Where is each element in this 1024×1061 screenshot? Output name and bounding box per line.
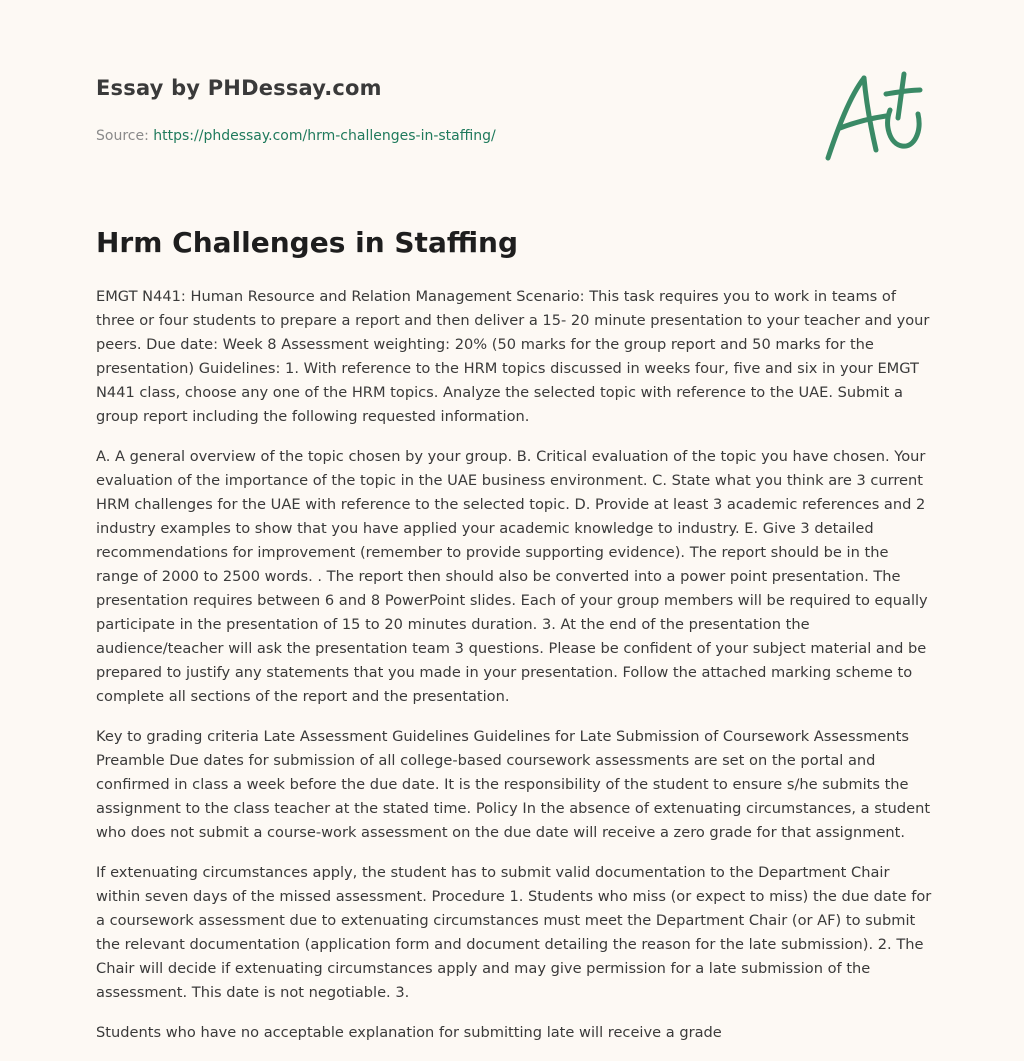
source-label: Source: (96, 128, 154, 144)
site-brand: Essay by PHDessay.com (96, 76, 382, 100)
paragraph: A. A general overview of the topic chosen by your group. B. Critical evaluation of the topic you have chosen. Your evaluation of the importance of the topic in the UAE business environment. C. State what you think are 3 current HRM challenges for the UAE with reference to the selected topic. D. Provide at least 3 academic references and 2 industry examples to show that you have applied your academic knowledge to industry. E. Give 3 detailed recommendations for improvement (remember to provide supporting evidence). The report should be in the range of 2000 to 2500 words. . The report then should also be converted into a power point presentation. The presentation requires between 6 and 8 PowerPoint slides. Each of your group members will be required to equally participate in the presentation of 15 to 20 minutes duration. 3. At the end of the presentation the audience/teacher will ask the presentation team 3 questions. Please be confident of your subject material and be prepared to justify any statements that you made in your presentation. Follow the attached marking scheme to complete all sections of the report and the presentation. (96, 448, 928, 705)
paragraph: Students who have no acceptable explanation for submitting late will receive a grade (96, 1024, 722, 1041)
source-link[interactable]: https://phdessay.com/hrm-challenges-in-staffing/ (153, 128, 496, 144)
article-title: Hrm Challenges in Staffing (96, 226, 519, 259)
paragraph: Key to grading criteria Late Assessment Guidelines Guidelines for Late Submission of Coursework Assessments Preamble Due dates for submission of all college-based coursework assessments are set on the portal and confirmed in class a week before the due date. It is the responsibility of the student to ensure s/he submits the assignment to the class teacher at the stated time. Policy In the absence of extenuating circumstances, a student who does not submit a course-work assessment on the due date will receive a zero grade for that assignment. (96, 728, 931, 841)
article-body (96, 285, 932, 1061)
page-header (96, 76, 796, 144)
a-plus-logo (820, 66, 930, 166)
source-line (96, 128, 796, 144)
paragraph: If extenuating circumstances apply, the student has to submit valid documentation to the Department Chair within seven days of the missed assessment. Procedure 1. Students who miss (or expect to miss) the due date for a coursework assessment due to extenuating circumstances must meet the Department Chair (or AF) to submit the relevant documentation (application form and document detailing the reason for the late submission). 2. The Chair will decide if extenuating circumstances apply and may give permission for a late submission of the assessment. This date is not negotiable. 3. (96, 864, 932, 1001)
paragraph: EMGT N441: Human Resource and Relation Management Scenario: This task requires you to work in teams of three or four students to prepare a report and then deliver a 15- 20 minute presentation to your teacher and your peers. Due date: Week 8 Assessment weighting: 20% (50 marks for the group report and 50 marks for the presentation) Guidelines: 1. With reference to the HRM topics discussed in weeks four, five and six in your EMGT N441 class, choose any one of the HRM topics. Analyze the selected topic with reference to the UAE. Submit a group report including the following requested information. (96, 288, 930, 425)
